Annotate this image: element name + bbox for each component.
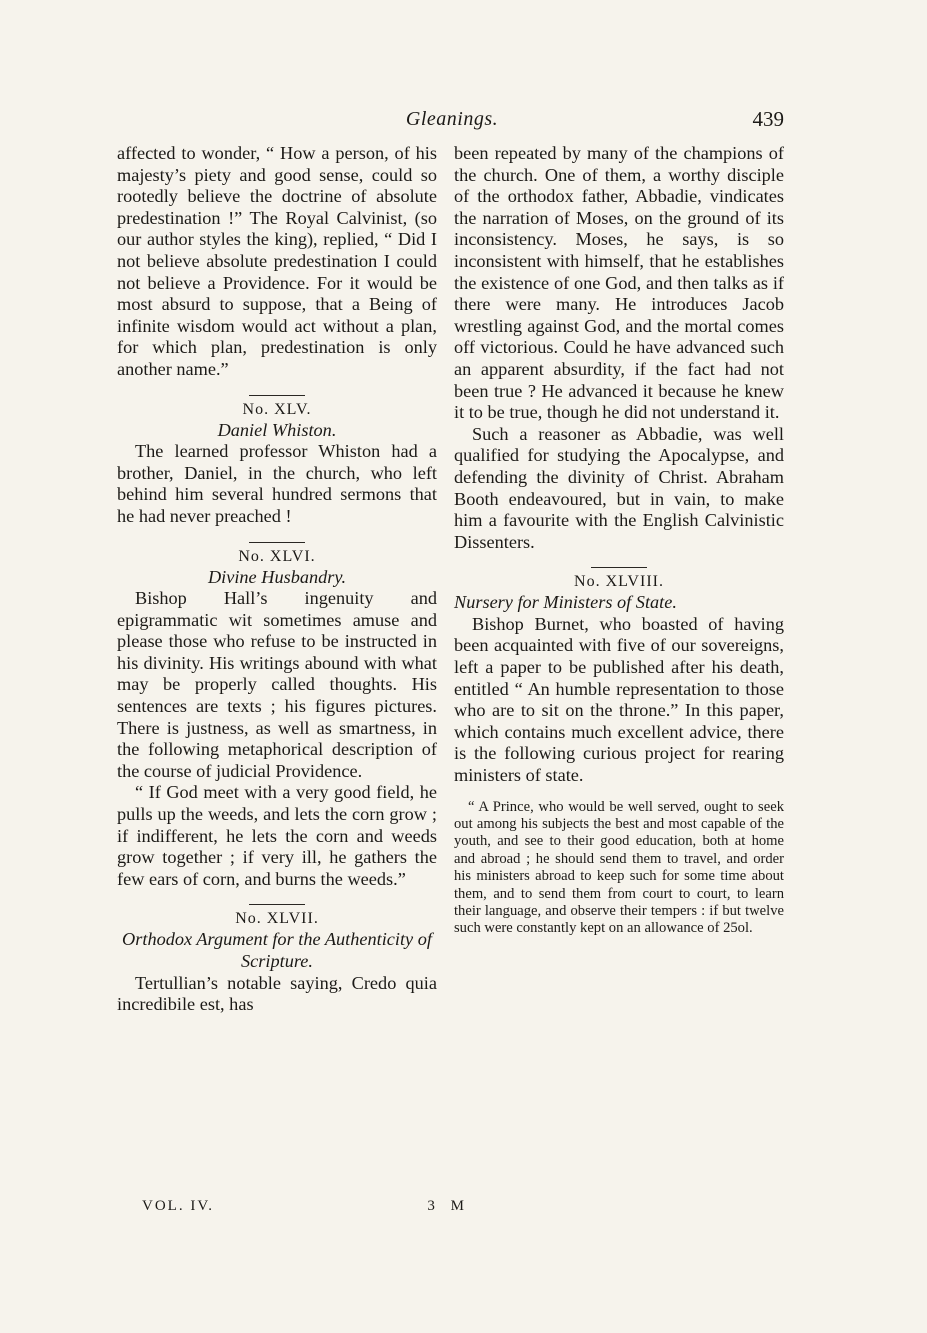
running-head: [114, 108, 790, 138]
right-column: [454, 143, 784, 938]
section-title-46: Divine Husbandry.: [207, 566, 347, 587]
section-text-48: Bishop Burnet, who boasted of having been acquainted with five of our sovereigns, left a paper to be published after his death, entitled “ An humble representation to those who are to sit on the throne.” In this paper, which contains much excellent advice, there is the following curious project for rearing ministers of state.: [454, 613, 784, 786]
section-rule: [591, 567, 647, 568]
section-quote-46: “ If God meet with a very good field, he pulls up the weeds, and lets the corn grow ; if indifferent, he lets the corn and weeds grow together ; if very ill, he gathers the few ears of corn, and burns the weeds.”: [117, 782, 437, 889]
signature-mark: 3 M: [427, 1198, 470, 1214]
volume-label: VOL. IV.: [142, 1198, 214, 1214]
quote-text: “ A Prince, who would be well served, ought to seek out among his subjects the best and most capable of the youth, and see to their good education, both at home and abroad ; he should send them to travel, and order his ministers abroad to keep such for some time about them, and to send them from court to court, to learn their language, and observe their tempers : if but twelve such were constantly kept on an allowance of 25ol.: [454, 798, 784, 937]
section-title-45: Daniel Whiston.: [217, 419, 337, 440]
paragraph-abbadie: Such a reasoner as Abbadie, was well qualified for studying the Apocalypse, and defending the divinity of Christ. Abraham Booth endeavoured, but in vain, to make him a favourite with the English Calvinistic Dissenters.: [454, 423, 784, 552]
section-text-47: Tertullian’s notable saying, Credo quia incredibile est, has: [117, 972, 437, 1015]
section-text-45: The learned professor Whiston had a brother, Daniel, in the church, who left behind him several hundred sermons that he had never preached !: [117, 441, 437, 526]
paragraph-continued: affected to wonder, “ How a person, of his majesty’s piety and good sense, could so rootedly believe the doctrine of absolute predestination !” The Royal Calvinist, (so our author styles the king), replied, “ Did I not believe absolute predestination I could not believe a Providence. For it would be most absurd to suppose, that a Being of infinite wisdom would act without a plan, for which plan, predestination is only another name.”: [117, 143, 437, 379]
paragraph-continued-right: been repeated by many of the champions of the church. One of them, a worthy disciple of the orthodox father, Abbadie, vindicates the narration of Moses, on the ground of its inconsistency. Moses, he says, is so inconsistent with himself, that he establishes the existence of one God, and then talks as if there were many. He introduces Jacob wrestling against God, and the mortal comes off victorious. Could he have advanced such an apparent absurdity, if the fact had not been true ? He advanced it because he knew it to be true, though he did not understand it.: [454, 143, 784, 423]
section-rule: [249, 542, 305, 543]
section-number-45: No. XLV.: [242, 400, 312, 418]
section-title-47: Orthodox Argument for the Authenticity of Scripture.: [122, 929, 432, 971]
section-title-48: Nursery for Ministers of State.: [454, 592, 677, 613]
section-rule: [249, 395, 305, 396]
page-number: 439: [752, 107, 784, 131]
section-number-47: No. XLVII.: [235, 910, 319, 928]
section-text-46: Bishop Hall’s ingenuity and epigrammatic wit sometimes amuse and please those who refuse to be instructed in his divinity. His writings abound with what may be properly called thoughts. His sentences are texts ; his figures pictures. There is justness, as well as smartness, in the following metaphorical description of the course of judicial Providence.: [117, 588, 437, 781]
block-quote: [454, 799, 784, 938]
section-number-46: No. XLVI.: [238, 547, 316, 565]
left-column: [117, 143, 437, 1016]
page-footer: [142, 1198, 470, 1222]
section-number-48: No. XLVIII.: [574, 573, 664, 591]
section-rule: [249, 904, 305, 905]
running-title: Gleanings.: [405, 108, 499, 130]
